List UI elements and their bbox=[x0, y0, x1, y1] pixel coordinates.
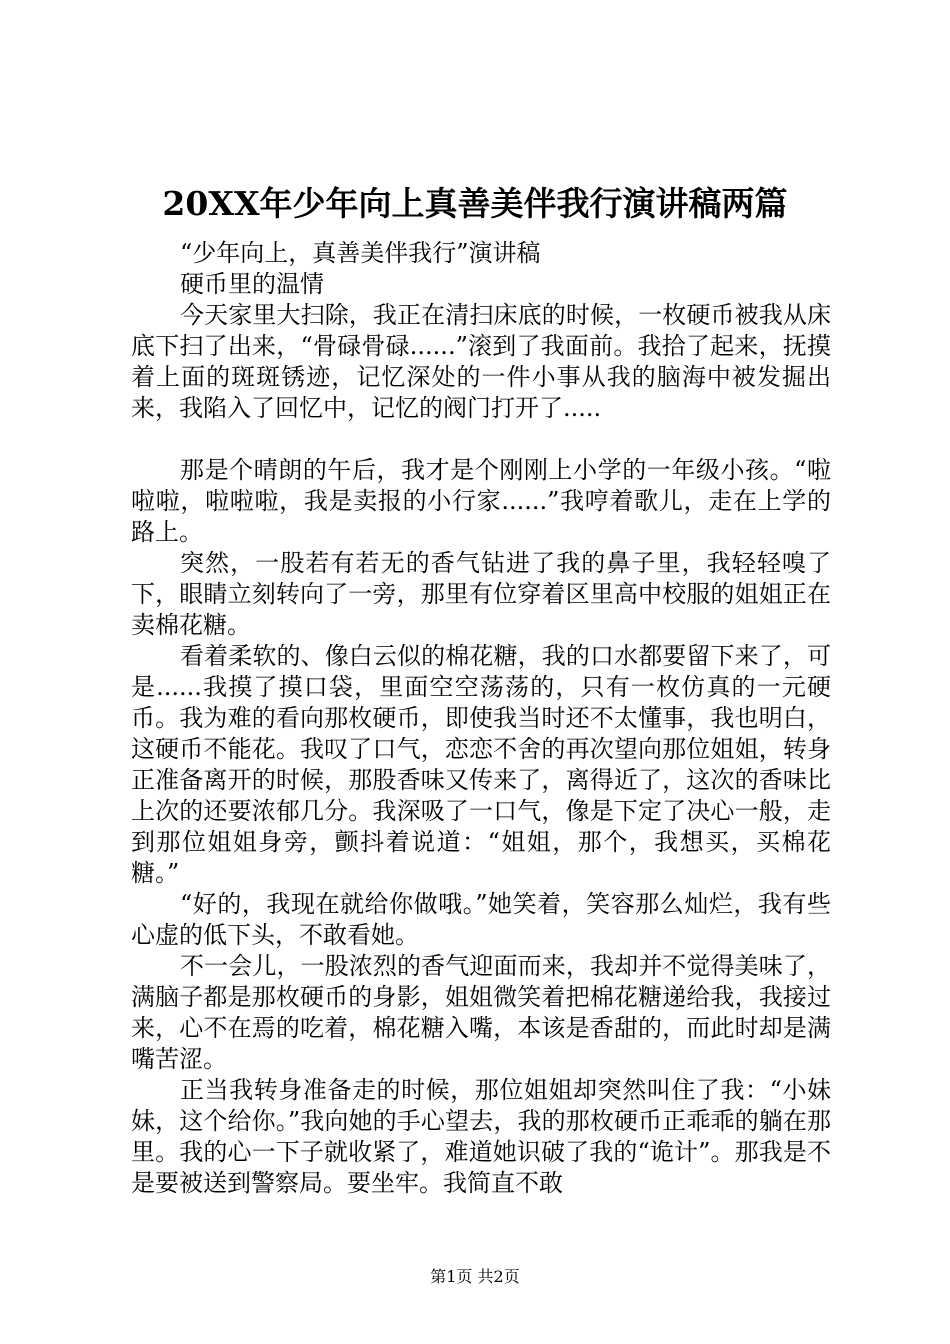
paragraph: 那是个晴朗的午后，我才是个刚刚上小学的一年级小孩。“啦啦啦，啦啦啦，我是卖报的小行家......”我哼着歌儿，走在上学的路上。 bbox=[131, 456, 831, 546]
page-footer: 第1页 共2页 bbox=[430, 1267, 520, 1286]
document-body bbox=[131, 238, 831, 1199]
paragraph-story-title: 硬币里的温情 bbox=[180, 270, 324, 298]
paragraph-subtitle: “少年向上，真善美伴我行”演讲稿 bbox=[180, 239, 541, 267]
paragraph: “好的，我现在就给你做哦。”她笑着，笑容那么灿烂，我有些心虚的低下头，不敢看她。 bbox=[131, 890, 831, 949]
paragraph: 看着柔软的、像白云似的棉花糖，我的口水都要留下来了，可是......我摸了摸口袋，里面空空荡荡的，只有一枚仿真的一元硬币。我为难的看向那枚硬币，即使我当时还不太懂事，我也明白，这硬币不能花。我叹了口气，恋恋不舍的再次望向那位姐姐，转身正准备离开的时候，那股香味又传来了，离得近了，这次的香味比上次的还要浓郁几分。我深吸了一口气，像是下定了决心一般，走到那位姐姐身旁，颤抖着说道：“姐姐，那个，我想买，买棉花糖。” bbox=[131, 642, 831, 887]
paragraph: 今天家里大扫除，我正在清扫床底的时候，一枚硬币被我从床底下扫了出来，“骨碌骨碌......”滚到了我面前。我拾了起来，抚摸着上面的斑斑锈迹，记忆深处的一件小事从我的脑海中被发掘出来，我陷入了回忆中，记忆的阀门打开了..... bbox=[131, 301, 831, 422]
paragraph: 正当我转身准备走的时候，那位姐姐却突然叫住了我：“小妹妹，这个给你。”我向她的手心望去，我的那枚硬币正乖乖的躺在那里。我的心一下子就收紧了，难道她识破了我的“诡计”。那我是不是要被送到警察局。要坐牢。我简直不敢 bbox=[131, 1076, 831, 1197]
document-title: 20XX年少年向上真善美伴我行演讲稿两篇 bbox=[162, 184, 788, 223]
paragraph: 不一会儿，一股浓烈的香气迎面而来，我却并不觉得美味了，满脑子都是那枚硬币的身影，姐姐微笑着把棉花糖递给我，我接过来，心不在焉的吃着，棉花糖入嘴，本该是香甜的，而此时却是满嘴苦涩。 bbox=[131, 952, 831, 1073]
paragraph: 突然，一股若有若无的香气钻进了我的鼻子里，我轻轻嗅了下，眼睛立刻转向了一旁，那里有位穿着区里高中校服的姐姐正在卖棉花糖。 bbox=[131, 549, 831, 639]
